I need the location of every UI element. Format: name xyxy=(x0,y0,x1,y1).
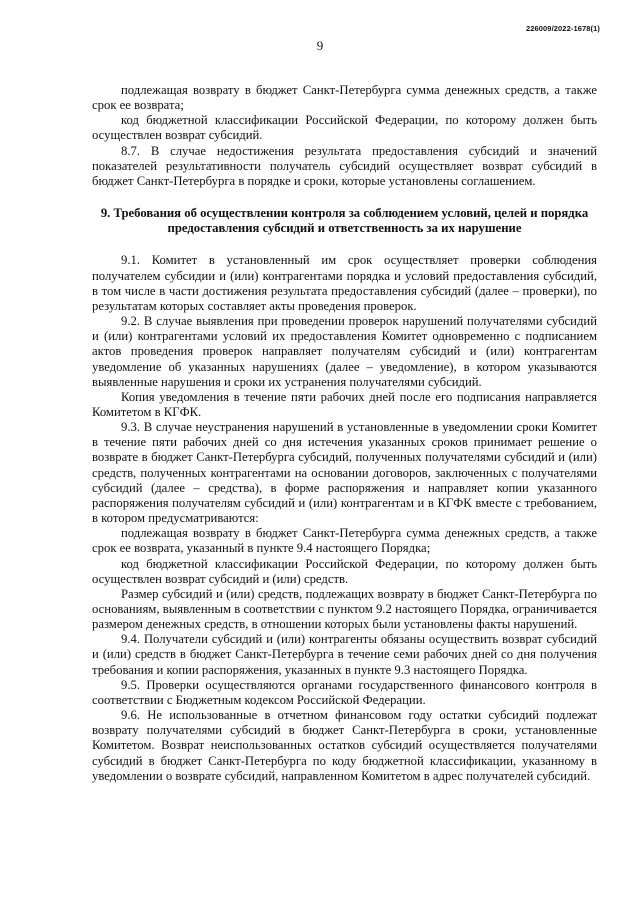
paragraph-9-5: 9.5. Проверки осуществляются органами государственного финансового контроля в соответствии с Бюджетным кодексом Российской Федерации. xyxy=(92,677,597,707)
paragraph-9-3-budget-code: код бюджетной классификации Российской Федерации, по которому должен быть осуществлен возврат субсидий и (или) средств. xyxy=(92,556,597,586)
paragraph-8-7: 8.7. В случае недостижения результата предоставления субсидий и значений показателей результативности получатель субсидий осуществляет возврат субсидий в бюджет Санкт-Петербурга в порядке и сроки, которые установлены соглашением. xyxy=(92,143,597,188)
paragraph-9-4: 9.4. Получатели субсидий и (или) контрагенты обязаны осуществить возврат субсидий и (или) средств в бюджет Санкт-Петербурга в течение семи рабочих дней со дня получения требования и копии распоряжения, указанных в пункте 9.3 настоящего Порядка. xyxy=(92,632,597,677)
section-9-heading: 9. Требования об осуществлении контроля за соблюдением условий, целей и порядка предоставления субсидий и ответственность за их нарушение xyxy=(100,206,589,236)
paragraph-budget-code: код бюджетной классификации Российской Федерации, по которому должен быть осуществлен возврат субсидий. xyxy=(92,113,597,143)
paragraph-9-3: 9.3. В случае неустранения нарушений в установленные в уведомлении сроки Комитет в течение пяти рабочих дней со дня истечения указанных сроков принимает решение о возврате в бюджет Санкт-Петербурга субсидий, полученных получателями субсидий и (или) средств, полученных контрагентами на основании договоров, заключенных с получателями субсидий (далее – средства), в форме распоряжения и направляет копии указанного распоряжения получателям субсидий и (или) контрагентам и в КГФК вместе с требованием, в котором предусматриваются: xyxy=(92,420,597,526)
document-body xyxy=(92,83,597,784)
page-number: 9 xyxy=(316,38,324,53)
paragraph-9-3-return-amount: подлежащая возврату в бюджет Санкт-Петербурга сумма денежных средств, а также срок ее возврата, указанный в пункте 9.4 настоящего Порядка; xyxy=(92,526,597,556)
paragraph-9-1: 9.1. Комитет в установленный им срок осуществляет проверки соблюдения получателем субсидии и (или) контрагентами порядка и условий предоставления субсидий, в том числе в части достижения результата предоставления субсидий (далее – проверки), по результатам которых составляет акты проведения проверок. xyxy=(92,253,597,313)
document-id: 226009/2022-1678(1) xyxy=(525,24,600,33)
paragraph-9-2-copy: Копия уведомления в течение пяти рабочих дней после его подписания направляется Комитетом в КГФК. xyxy=(92,389,597,419)
paragraph-return-amount: подлежащая возврату в бюджет Санкт-Петербурга сумма денежных средств, а также срок ее возврата; xyxy=(92,83,597,113)
paragraph-9-3-limit: Размер субсидий и (или) средств, подлежащих возврату в бюджет Санкт-Петербурга по основаниям, выявленным в соответствии с пунктом 9.2 настоящего Порядка, ограничивается размером денежных средств, в отношении которых были установлены факты нарушений. xyxy=(92,586,597,632)
paragraph-9-2: 9.2. В случае выявления при проведении проверок нарушений получателями субсидий и (или) контрагентами условий их предоставления Комитет одновременно с подписанием актов проведения проверок направляет получателям субсидий и (или) контрагентам уведомление об указанных нарушениях (далее – уведомление), в котором указываются выявленные нарушения и сроки их устранения получателями субсидий. xyxy=(92,314,597,389)
paragraph-9-6: 9.6. Не использованные в отчетном финансовом году остатки субсидий подлежат возврату получателями субсидий в бюджет Санкт-Петербурга в сроки, установленные Комитетом. Возврат неиспользованных остатков субсидий осуществляется получателями субсидий в бюджет Санкт-Петербурга по коду бюджетной классификации, указанному в уведомлении о возврате субсидий, направленном Комитетом в адрес получателей субсидий. xyxy=(92,708,597,783)
